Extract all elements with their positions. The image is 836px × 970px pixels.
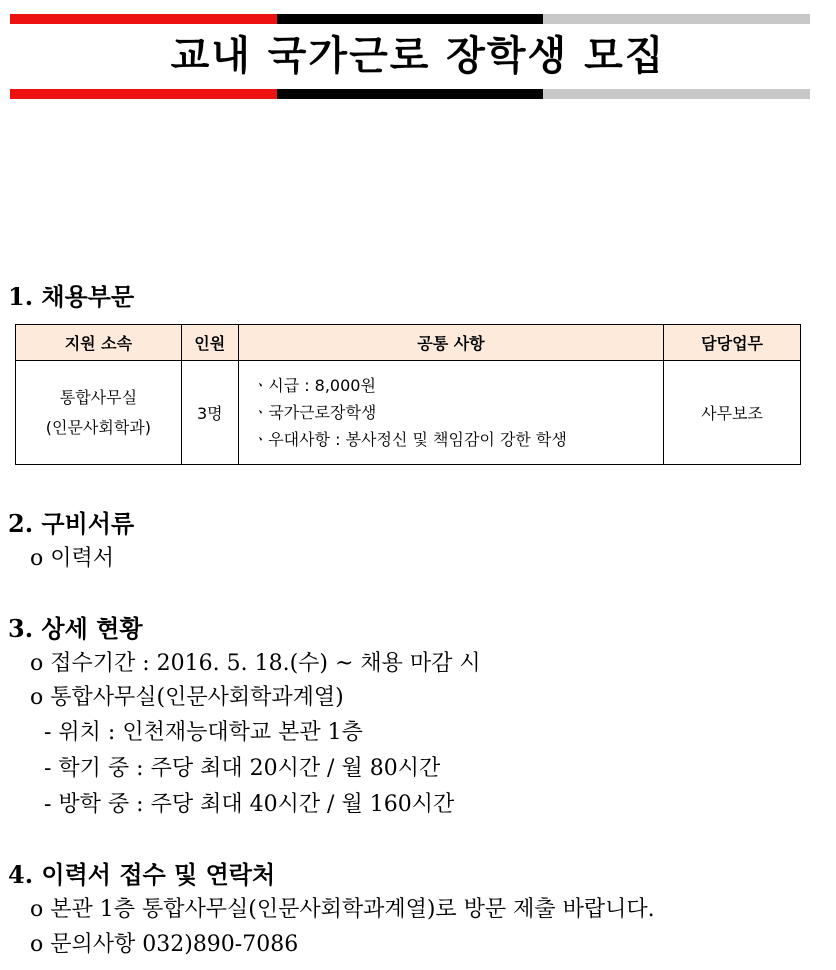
list-item: o 통합사무실(인문사회학과계열): [30, 685, 344, 710]
header-common: 공통 사항: [238, 325, 663, 361]
list-item: o 접수기간 : 2016. 5. 18.(수) ~ 채용 마감 시: [30, 651, 481, 676]
detail-item: ㆍ우대사항 : 봉사정신 및 책임감이 강한 학생: [252, 430, 567, 449]
list-item: o 이력서: [30, 546, 114, 571]
header-duty: 담당업무: [664, 325, 801, 361]
recruitment-table: [15, 324, 801, 465]
table-header-row: [16, 325, 801, 361]
sub-list-item: - 방학 중 : 주당 최대 40시간 / 월 160시간: [44, 792, 455, 817]
cell-details: [238, 361, 663, 465]
cell-dept: [16, 361, 182, 465]
sub-list-item: - 위치 : 인천재능대학교 본관 1층: [44, 720, 363, 745]
page-title: 교내 국가근로 장학생 모집: [170, 33, 666, 79]
bar-gray-segment: [543, 89, 810, 99]
bar-black-segment: [277, 14, 544, 24]
list-item: o 문의사항 032)890-7086: [30, 932, 299, 957]
bar-red-segment: [10, 89, 277, 99]
section2-heading: 2. 구비서류: [8, 509, 135, 538]
dept-line1: 통합사무실: [59, 387, 138, 407]
list-item: o 본관 1층 통합사무실(인문사회학과계열)로 방문 제출 바랍니다.: [30, 897, 655, 922]
bar-gray-segment: [543, 14, 810, 24]
detail-item: ㆍ시급 : 8,000원: [252, 376, 376, 395]
dept-line2: (인문사회학과): [45, 417, 151, 437]
section1-heading: 1. 채용부문: [8, 282, 135, 311]
bar-black-segment: [277, 89, 544, 99]
title-top-bar: [10, 14, 810, 24]
cell-count: 3명: [181, 361, 238, 465]
bar-red-segment: [10, 14, 277, 24]
header-dept: 지원 소속: [16, 325, 182, 361]
cell-duty: 사무보조: [664, 361, 801, 465]
sub-list-item: - 학기 중 : 주당 최대 20시간 / 월 80시간: [44, 756, 441, 781]
title-bottom-bar: [10, 89, 810, 99]
table-row: [16, 361, 801, 465]
section3-heading: 3. 상세 현황: [8, 614, 143, 643]
detail-item: ㆍ국가근로장학생: [252, 403, 377, 422]
section4-heading: 4. 이력서 접수 및 연락처: [8, 860, 276, 889]
header-count: 인원: [181, 325, 238, 361]
